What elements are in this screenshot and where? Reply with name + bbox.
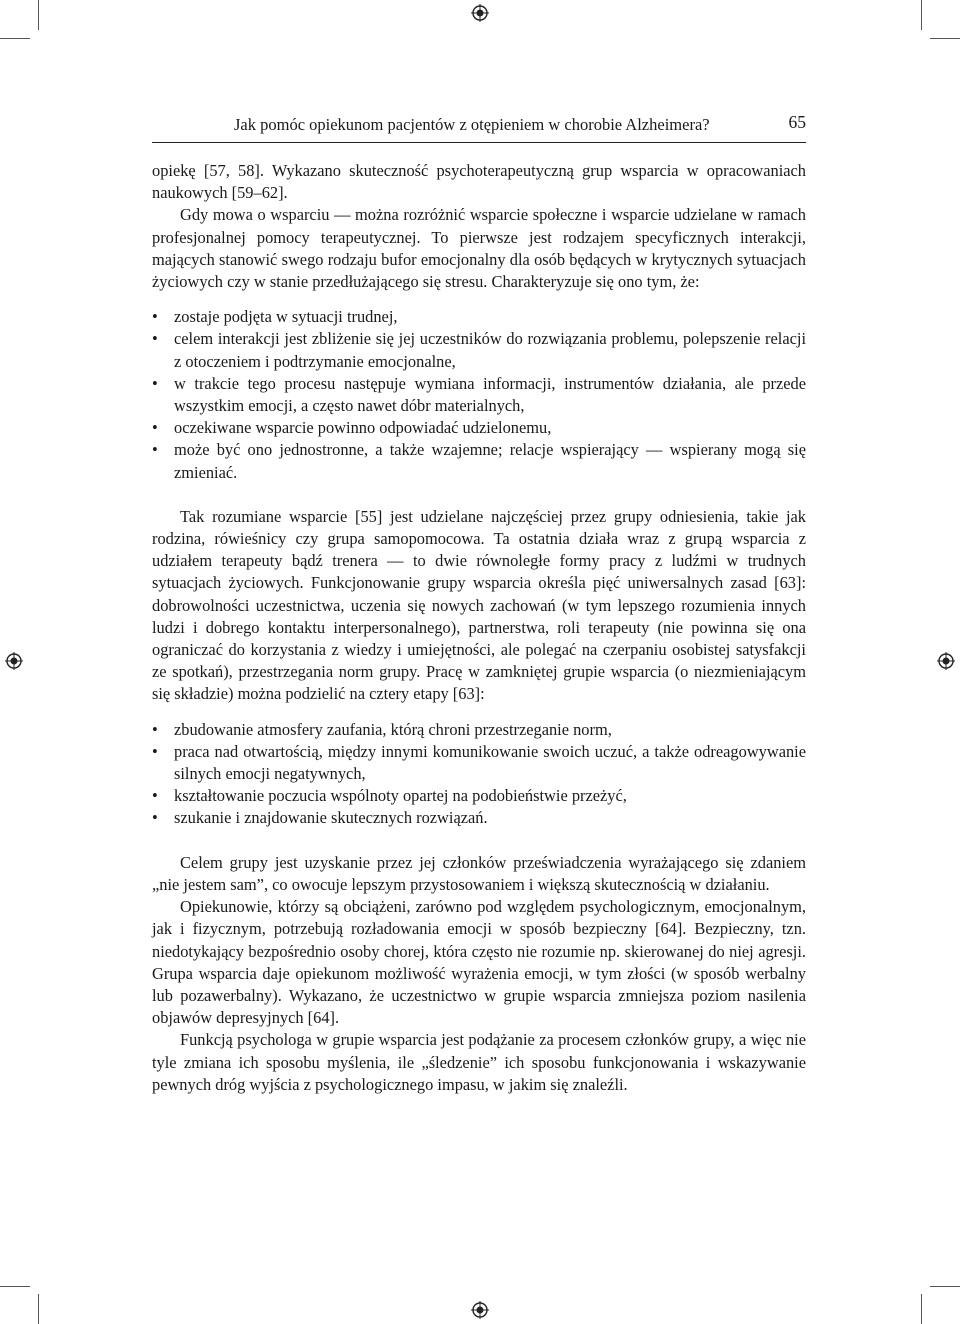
list-item: • kształtowanie poczucia wspólnoty opartej na podobieństwie przeżyć, xyxy=(152,785,806,807)
page-body xyxy=(152,160,806,1096)
list-item: • może być ono jednostronne, a także wzajemne; relacje wspierający — wspierany mogą się zmieniać. xyxy=(152,439,806,483)
list-item: • szukanie i znajdowanie skutecznych rozwiązań. xyxy=(152,807,806,829)
crop-mark xyxy=(930,1286,960,1287)
list-item: • zbudowanie atmosfery zaufania, którą chroni przestrzeganie norm, xyxy=(152,719,806,741)
paragraph: Gdy mowa o wsparciu — można rozróżnić wsparcie społeczne i wsparcie udzielane w ramach profesjonalnej pomocy terapeutycznej. To pierwsze jest rodzajem specyficznych interakcji, mających stanowić swego rodzaju bufor emocjonalny dla osób będących w krytycznych sytuacjach życiowych czy w stanie przedłużającego się stresu. Charakteryzuje się ono tym, że: xyxy=(152,205,806,292)
crop-mark xyxy=(0,38,30,39)
running-header xyxy=(152,112,806,140)
crop-mark xyxy=(930,38,960,39)
registration-mark-icon xyxy=(5,652,23,670)
paragraph: Opiekunowie, którzy są obciążeni, zarówno pod względem psychologicznym, emocjonalnym, jak i fizycznym, potrzebują rozładowania emocji w sposób bezpieczny [64]. Bezpieczny, tzn. niedotykający bezpośrednio osoby chorej, która często nie rozumie np. skierowanej do niej agresji. Grupa wsparcia daje opiekunom możliwość wyrażenia emocji, w tym złości (w sposób werbalny lub pozawerbalny). Wykazano, że uczestnictwo w grupie wsparcia zmniejsza poziom nasilenia objawów depresyjnych [64]. xyxy=(152,897,806,1028)
crop-mark xyxy=(0,1286,30,1287)
crop-mark xyxy=(921,1294,922,1324)
crop-mark xyxy=(921,0,922,30)
crop-mark xyxy=(38,1294,39,1324)
list-item: • praca nad otwartością, między innymi komunikowanie swoich uczuć, a także odreagowywanie silnych emocji negatywnych, xyxy=(152,741,806,785)
paragraph: Tak rozumiane wsparcie [55] jest udzielane najczęściej przez grupy odniesienia, takie jak rodzina, rówieśnicy czy grupa samopomocowa. Ta ostatnia działa wraz z grupą wsparcia z udziałem terapeuty bądź trenera — to dwie równoległe formy pracy z ludźmi w trudnych sytuacjach życiowych. Funkcjonowanie grupy wsparcia określa pięć uniwersalnych zasad [63]: dobrowolności uczestnictwa, uczenia się nowych zachowań (w tym lepszego rozumienia innych ludzi i dobrego kontaktu interpersonalnego), partnerstwa, roli terapeuty (nie powinna się ona ograniczać do korzystania z wiedzy i umiejętności, ale polegać na czerpaniu osobistej satysfakcji ze spotkań), przestrzegania norm grupy. Pracę w zamkniętej grupie wsparcia (o niezmieniającym się składzie) można podzielić na cztery etapy [63]: xyxy=(152,506,806,704)
registration-mark-icon xyxy=(471,1301,489,1319)
running-header-title: Jak pomóc opiekunom pacjentów z otępieniem w chorobie Alzheimera? xyxy=(234,115,710,134)
list-item: • oczekiwane wsparcie powinno odpowiadać udzielonemu, xyxy=(152,417,806,439)
page-number: 65 xyxy=(788,112,806,132)
list-item: • celem interakcji jest zbliżenie się jej uczestników do rozwiązania problemu, polepszenie relacji z otoczeniem i podtrzymanie emocjonalne, xyxy=(152,328,806,372)
registration-mark-icon xyxy=(471,4,489,22)
paragraph: Celem grupy jest uzyskanie przez jej członków przeświadczenia wyrażającego się zdaniem „nie jestem sam”, co owocuje lepszym przystosowaniem i większą skutecznością w działaniu. xyxy=(152,852,806,894)
header-rule xyxy=(152,142,806,143)
bullet-list xyxy=(152,719,806,830)
paragraph: Funkcją psychologa w grupie wsparcia jest podążanie za procesem członków grupy, a więc nie tyle zmiana ich sposobu myślenia, ile „śledzenie” ich sposobu funkcjonowania i wskazywanie pewnych dróg wyjścia z psychologicznego impasu, w jakim się znaleźli. xyxy=(152,1030,806,1094)
paragraph: opiekę [57, 58]. Wykazano skuteczność psychoterapeutyczną grup wsparcia w opracowaniach naukowych [59–62]. xyxy=(152,161,806,203)
list-item: • w trakcie tego procesu następuje wymiana informacji, instrumentów działania, ale przede wszystkim emocji, a często nawet dóbr materialnych, xyxy=(152,373,806,417)
registration-mark-icon xyxy=(937,652,955,670)
list-item: • zostaje podjęta w sytuacji trudnej, xyxy=(152,306,806,328)
bullet-list xyxy=(152,306,806,484)
crop-mark xyxy=(38,0,39,30)
